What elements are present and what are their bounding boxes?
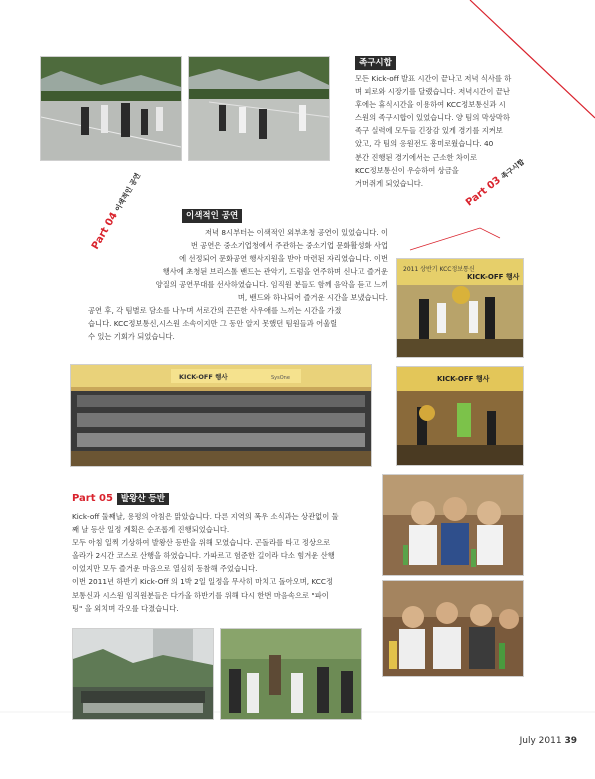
part04-subtitle: 이색적인 공연	[113, 171, 143, 213]
band-photo-2	[396, 366, 524, 466]
banner-text: KICK-OFF 행사	[467, 273, 520, 281]
football-paragraph	[355, 72, 555, 190]
party-photo-2	[382, 580, 524, 677]
text-line: 보통신과 시스원 임직원분들은 다가올 하반기를 위해 다시 한번 마음속으로 "파이	[72, 590, 329, 600]
text-line: 았고, 각 팀의 응원전도 흥미로웠습니다. 40	[355, 139, 494, 149]
text-line: 양질의 공연무대를 선사하였습니다. 임직원 분들도 함께 음악을 듣고 느끼	[155, 280, 388, 290]
footer-month: July 2011	[519, 736, 562, 746]
text-line: 스원의 족구시합이 있었습니다. 양 팀의 막상막하	[355, 113, 510, 123]
text-line: 며, 밴드와 하나되어 즐거운 시간을 보냈습니다.	[237, 293, 388, 303]
banner-text: KICK-OFF 행사	[437, 375, 490, 383]
page-number: 39	[564, 736, 577, 746]
text-line: 에 선정되어 문화공연 행사지원을 받아 마련된 자리였습니다. 이번	[179, 254, 388, 264]
mountain-photo-1	[72, 628, 214, 720]
text-line: 습니다. KCC정보통신,시스원 소속이지만 그 동안 알지 못했던 팀원들과 어울릴	[88, 319, 338, 329]
performance-paragraph	[88, 226, 388, 305]
text-line: 분간 진행된 경기에서는 근소한 차이로	[355, 152, 478, 162]
football-photo-2	[188, 56, 330, 161]
text-line: 며 피로와 시장기를 달랬습니다. 저녁시간이 끝난	[355, 87, 510, 97]
text-line: 팅" 을 외치며 각오를 다졌습니다.	[72, 603, 179, 613]
text-line: 후에는 휴식시간을 이용하여 KCC정보통신과 시	[355, 100, 506, 110]
text-line: 모두 아침 일찍 기상하여 발왕산 등반을 위해 모였습니다. 곤돌라를 타고 정상으로	[72, 538, 331, 548]
part03-number: Part 03	[464, 174, 504, 209]
part05-number: Part 05	[72, 493, 113, 504]
text-line: 공연 후, 각 팀별로 담소를 나누며 서로간의 끈끈한 사우애를 느끼는 시간을 가졌	[88, 306, 342, 315]
part05-heading	[72, 492, 169, 504]
party-photo-1	[382, 474, 524, 576]
text-line: 이번 2011년 하반기 Kick-Off 의 1박 2일 일정을 무사히 마치고 돌아오며, KCC정	[72, 577, 334, 587]
text-line: 째 날 등산 일정 계획은 순조롭게 진행되었습니다.	[72, 525, 230, 535]
band-photo	[396, 258, 524, 358]
mountain-photo-2	[220, 628, 362, 720]
text-line: 수 있는 기회가 되었습니다.	[88, 332, 175, 342]
text-line: 번 공연은 중소기업청에서 주관하는 중소기업 문화활성화 사업	[190, 241, 388, 251]
performance-title: 이색적인 공연	[182, 209, 242, 223]
banner-text: KICK-OFF 행사	[179, 373, 228, 381]
hiking-paragraph	[72, 510, 382, 615]
part03-subtitle: 족구시합	[499, 157, 527, 181]
text-line: 족구 실력에 모두들 긴장감 있게 경기를 지켜보	[355, 126, 503, 136]
football-photo-1	[40, 56, 182, 161]
part05-subtitle: 발왕산 등반	[117, 493, 169, 505]
football-title: 족구시합	[355, 56, 396, 70]
text-line: 거머쥐게 되었습니다.	[355, 178, 424, 188]
text-line: 행사에 초청된 브리스톨 밴드는 관악기, 드럼을 연주하며 신나고 즐거운	[162, 267, 388, 277]
group-photo-hall	[70, 364, 372, 467]
banner-text: 2011 상반기 KCC정보통신	[403, 266, 475, 273]
page-footer	[520, 736, 577, 746]
banner-text: SysOne	[271, 375, 290, 381]
performance-paragraph-2	[88, 304, 388, 343]
text-line: 모든 Kick-off 발표 시간이 끝나고 저녁 식사를 하	[355, 74, 512, 83]
text-line: 이었지만 모두 즐거운 마음으로 열심히 동참해 주었습니다.	[72, 564, 258, 574]
text-line: 저녁 8시부터는 이색적인 외부초청 공연이 있었습니다. 이	[205, 228, 388, 237]
text-line: 올라가 2시간 코스로 산행을 하였습니다. 가파르고 험준한 길이라 다소 힘겨운 산행	[72, 551, 335, 561]
text-line: Kick-off 둘째날, 용평의 아침은 맑았습니다. 다른 지역의 폭우 소식과는 상관없이 둘	[72, 512, 339, 521]
part04-number: Part 04	[90, 210, 120, 252]
text-line: KCC정보통신이 우승하여 상금을	[355, 165, 459, 175]
